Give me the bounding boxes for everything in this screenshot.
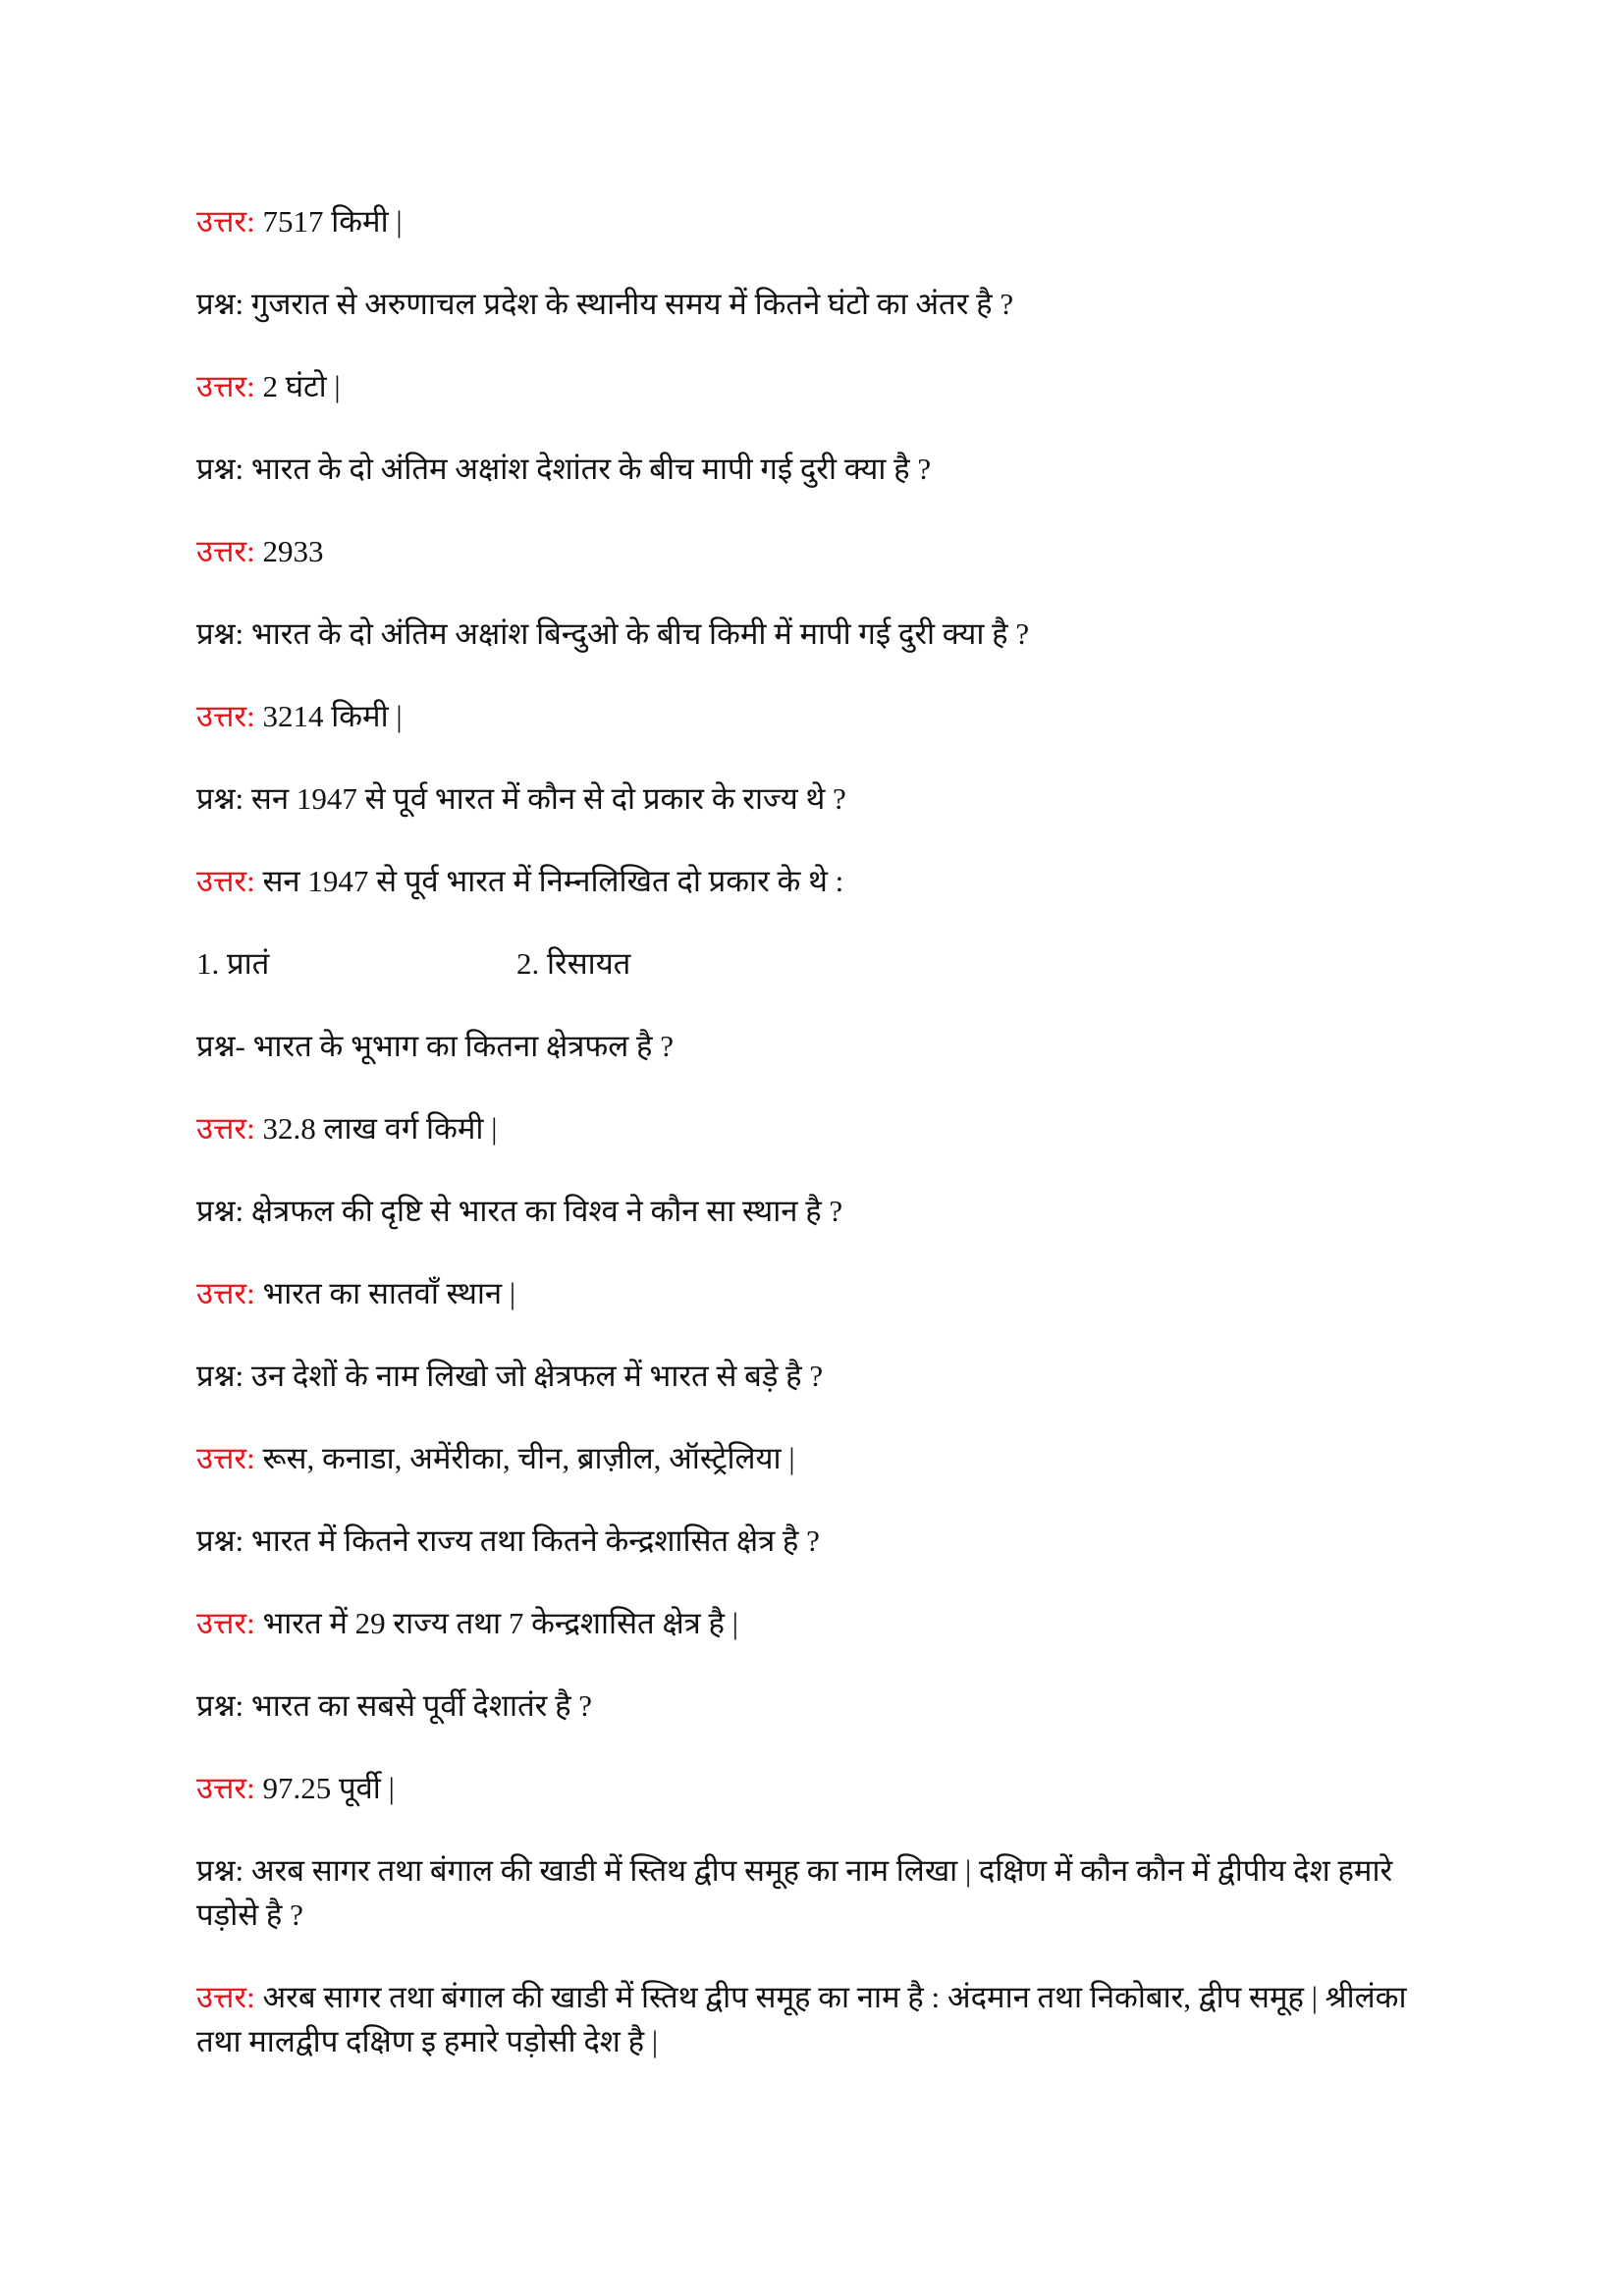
question-paragraph <box>196 1683 1434 1728</box>
answer-label: उत्तर: <box>196 864 255 898</box>
answer-paragraph <box>196 694 1434 738</box>
question-label: प्रश्न: <box>196 287 244 321</box>
answer-text: 97.25 पूर्वी | <box>254 1771 395 1805</box>
answer-text: 3214 किमी | <box>254 699 403 733</box>
answer-text: सन 1947 से पूर्व भारत में निम्नलिखित दो प्रकार के थे : <box>254 864 844 898</box>
answer-paragraph <box>196 859 1434 903</box>
answer-text: 32.8 लाख वर्ग किमी | <box>254 1111 498 1146</box>
list-item: 2. रिसायत <box>516 946 631 981</box>
question-paragraph <box>196 282 1434 326</box>
question-label: प्रश्न: <box>196 616 244 651</box>
answer-paragraph <box>196 529 1434 573</box>
question-text: भारत के दो अंतिम अक्षांश बिन्दुओ के बीच किमी में मापी गई दुरी क्या है ? <box>243 616 1030 651</box>
question-label: प्रश्न: <box>196 1359 244 1393</box>
answer-label: उत्तर: <box>196 534 255 568</box>
answer-paragraph <box>196 1271 1434 1315</box>
question-label: प्रश्न: <box>196 452 244 486</box>
answer-label: उत्तर: <box>196 1276 255 1310</box>
state-types-list <box>196 941 1434 986</box>
answer-text: भारत का सातवाँ स्थान | <box>254 1276 516 1310</box>
answer-text: रूस, कनाडा, अमेंरीका, चीन, ब्राज़ील, ऑस्ट्रेलिया | <box>254 1441 795 1475</box>
question-paragraph <box>196 1519 1434 1563</box>
question-text: क्षेत्रफल की दृष्टि से भारत का विश्व ने कौन सा स्थान है ? <box>243 1194 843 1228</box>
answer-text: अरब सागर तथा बंगाल की खाडी में स्तिथ द्वीप समूह का नाम है : अंदमान तथा निकोबार, द्वीप समूह | श्रीलंका तथा मालद्वीप दक्षिण इ हमारे पड़ोसी देश है | <box>196 1980 1407 2058</box>
answer-paragraph <box>196 1601 1434 1645</box>
question-text: भारत का सबसे पूर्वी देशातंर है ? <box>243 1688 593 1723</box>
question-text: उन देशों के नाम लिखो जो क्षेत्रफल में भारत से बड़े है ? <box>243 1359 824 1393</box>
answer-label: उत्तर: <box>196 1771 255 1805</box>
question-text: भारत के भूभाग का कितना क्षेत्रफल है ? <box>244 1029 674 1063</box>
question-label: प्रश्न: <box>196 1688 244 1723</box>
question-text: भारत में कितने राज्य तथा कितने केन्द्रशासित क्षेत्र है ? <box>243 1523 820 1558</box>
question-paragraph <box>196 1354 1434 1398</box>
answer-paragraph <box>196 364 1434 408</box>
question-paragraph <box>196 447 1434 491</box>
list-item: 1. प्रातं <box>196 946 270 981</box>
answer-paragraph <box>196 199 1434 243</box>
question-paragraph <box>196 612 1434 656</box>
answer-label: उत्तर: <box>196 1606 255 1640</box>
question-paragraph <box>196 776 1434 821</box>
answer-label: उत्तर: <box>196 204 255 239</box>
question-label: प्रश्न: <box>196 1853 244 1888</box>
answer-label: उत्तर: <box>196 1980 255 2014</box>
question-paragraph <box>196 1024 1434 1068</box>
question-paragraph <box>196 1848 1434 1937</box>
answer-label: उत्तर: <box>196 1111 255 1146</box>
answer-text: 2 घंटो | <box>254 369 341 403</box>
answer-text: भारत में 29 राज्य तथा 7 केन्द्रशासित क्षेत्र है | <box>254 1606 738 1640</box>
document-page <box>196 199 1434 2102</box>
answer-text: 2933 <box>254 534 324 568</box>
answer-paragraph <box>196 1436 1434 1480</box>
answer-paragraph <box>196 1975 1434 2063</box>
question-paragraph <box>196 1189 1434 1233</box>
question-label: प्रश्न: <box>196 1194 244 1228</box>
answer-label: उत्तर: <box>196 369 255 403</box>
question-label: प्रश्न: <box>196 1523 244 1558</box>
question-label: प्रश्न: <box>196 781 244 816</box>
question-text: अरब सागर तथा बंगाल की खाडी में स्तिथ द्वीप समूह का नाम लिखा | दक्षिण में कौन कौन में द्वीपीय देश हमारे पड़ोसे है ? <box>196 1853 1393 1932</box>
answer-label: उत्तर: <box>196 1441 255 1475</box>
answer-paragraph <box>196 1766 1434 1810</box>
answer-label: उत्तर: <box>196 699 255 733</box>
question-text: भारत के दो अंतिम अक्षांश देशांतर के बीच मापी गई दुरी क्या है ? <box>243 452 932 486</box>
question-text: सन 1947 से पूर्व भारत में कौन से दो प्रकार के राज्य थे ? <box>243 781 846 816</box>
question-text: गुजरात से अरुणाचल प्रदेश के स्थानीय समय में कितने घंटो का अंतर है ? <box>243 287 1014 321</box>
question-label: प्रश्न- <box>196 1029 245 1063</box>
answer-paragraph <box>196 1106 1434 1150</box>
answer-text: 7517 किमी | <box>254 204 403 239</box>
